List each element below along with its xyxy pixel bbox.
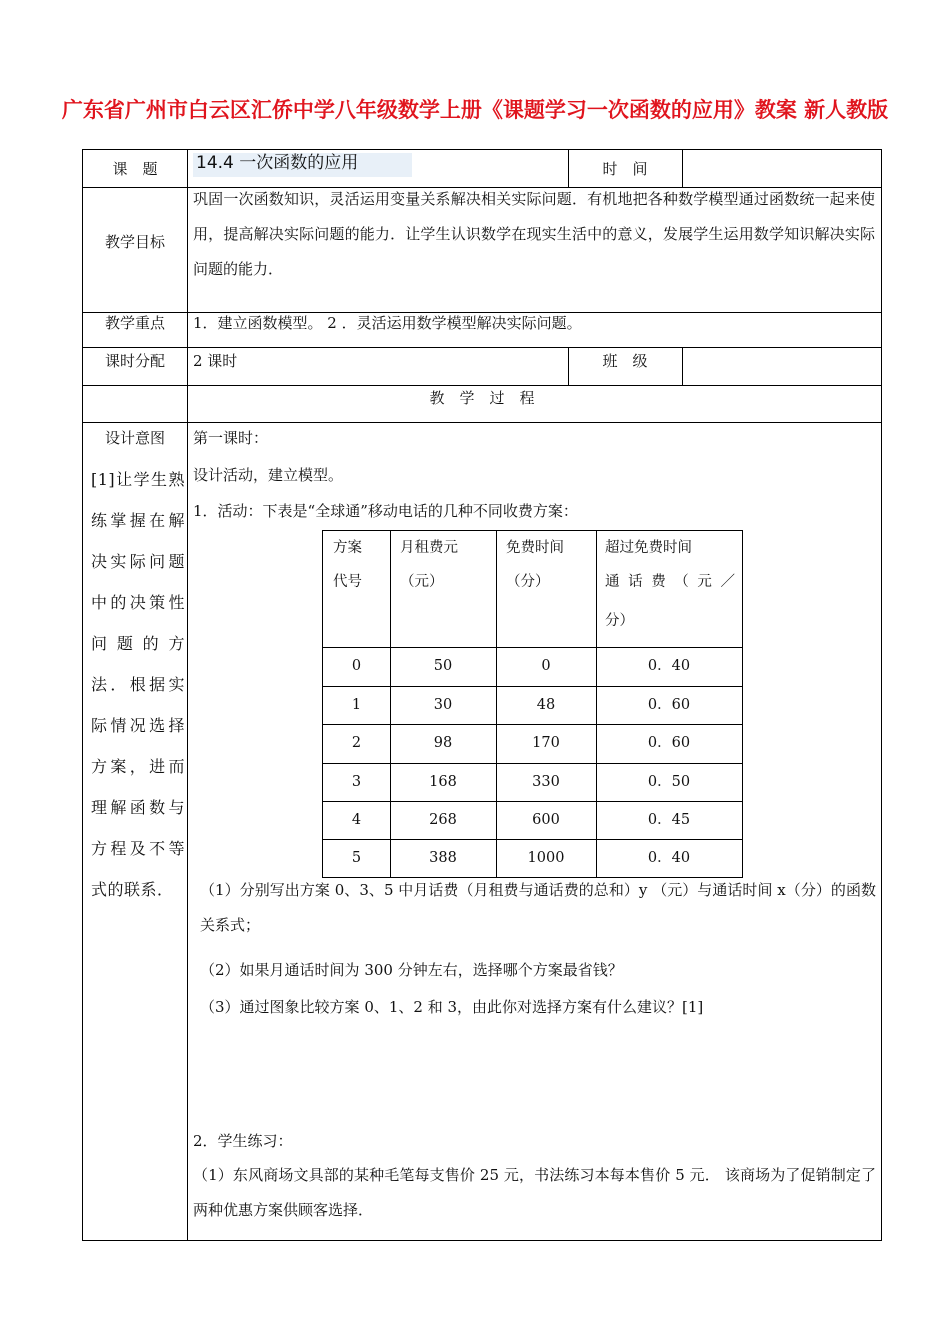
- cell-rate: 0．60: [647, 735, 691, 751]
- header-over-3: 分）: [605, 613, 634, 629]
- row-divider: [83, 385, 881, 386]
- cell-plan: 1: [351, 697, 362, 713]
- lesson1-heading: 第一课时：: [193, 429, 269, 447]
- cell-rent: 30: [433, 697, 453, 713]
- label-focus: 教学重点: [104, 314, 165, 332]
- row-divider: [83, 347, 881, 348]
- goals-text: 巩固一次函数知识，灵活运用变量关系解决相关实际问题．有机地把各种数学模型通过函数统一起来使用，提高解决实际问题的能力．让学生认识数学在现实生活中的意义，发展学生运用数学知识解决实际问题的能力．: [193, 190, 875, 278]
- header-rent-1: 月租费元: [400, 540, 458, 556]
- cell-free: 1000: [527, 850, 565, 866]
- design-note: [1]让学生熟练掌握在解决实际问题中的决策性问题的方法．根据实际情况选择方案，进而理解函数与方程及不等式的联系．: [91, 470, 185, 899]
- practice-question-1: （1）东风商场文具部的某种毛笔每支售价 25 元，书法练习本每本售价 5 元． 该商场为了促销制定了两种优惠方案供顾客选择．: [193, 1166, 876, 1219]
- label-class: 班 级: [602, 352, 648, 370]
- cell-plan: 4: [351, 812, 362, 828]
- cell-plan: 3: [351, 774, 362, 790]
- activity-intro: 1．活动：下表是“全球通”移动电话的几种不同收费方案：: [193, 502, 578, 520]
- cell-rate: 0．45: [647, 812, 691, 828]
- cell-rent: 50: [433, 658, 453, 674]
- cell-plan: 2: [351, 735, 362, 751]
- cell-free: 330: [532, 774, 560, 790]
- col-divider: [682, 347, 683, 385]
- question-3: （3）通过图象比较方案 0、1、2 和 3，由此你对选择方案有什么建议？[1]: [200, 998, 704, 1016]
- cell-free: 600: [532, 812, 560, 828]
- cell-free: 48: [536, 697, 556, 713]
- cell-rate: 0．50: [647, 774, 691, 790]
- header-free-1: 免费时间: [506, 540, 564, 556]
- question-2: （2）如果月通话时间为 300 分钟左右，选择哪个方案最省钱？: [200, 961, 623, 979]
- cell-rate: 0．60: [647, 697, 691, 713]
- hours-value: 2 课时: [193, 352, 238, 370]
- header-plan-1: 方案: [333, 540, 362, 556]
- cell-plan: 5: [351, 850, 362, 866]
- lesson-title: 14.4 一次函数的应用: [193, 153, 412, 177]
- row-divider: [83, 422, 881, 423]
- question-1: （1）分别写出方案 0、3、5 中月话费（月租费与通话费的总和）y （元）与通话时间 x（分）的函数关系式；: [200, 881, 876, 934]
- cell-rent: 98: [433, 735, 453, 751]
- header-over-2: 通 话 费 （ 元 ／: [605, 574, 735, 590]
- cell-free: 170: [532, 735, 560, 751]
- cell-rent: 388: [429, 850, 457, 866]
- cell-rent: 168: [429, 774, 457, 790]
- header-free-2: （分）: [506, 574, 550, 590]
- cell-rate: 0．40: [647, 850, 691, 866]
- practice-title: 2．学生练习：: [193, 1132, 293, 1150]
- label-topic: 课 题: [112, 160, 158, 178]
- process-heading: 教 学 过 程: [429, 389, 535, 407]
- cell-rate: 0．40: [647, 658, 691, 674]
- label-hours: 课时分配: [104, 352, 165, 370]
- label-design: 设计意图: [104, 429, 165, 447]
- label-goals: 教学目标: [104, 233, 165, 251]
- header-over-1: 超过免费时间: [605, 540, 692, 556]
- activity-title: 设计活动，建立模型。: [193, 466, 344, 484]
- col-divider: [187, 150, 188, 422]
- label-time: 时 间: [602, 160, 648, 178]
- header-plan-2: 代号: [333, 574, 362, 590]
- document-title: 广东省广州市白云区汇侨中学八年级数学上册《课题学习一次函数的应用》教案 新人教版: [61, 98, 889, 122]
- cell-rent: 268: [429, 812, 457, 828]
- cell-free: 0: [541, 658, 551, 674]
- focus-text: 1．建立函数模型。 2 ．灵活运用数学模型解决实际问题。: [193, 314, 582, 332]
- fee-table: [322, 530, 743, 878]
- cell-plan: 0: [351, 658, 362, 674]
- header-rent-2: （元）: [400, 574, 444, 590]
- col-divider: [187, 422, 188, 1240]
